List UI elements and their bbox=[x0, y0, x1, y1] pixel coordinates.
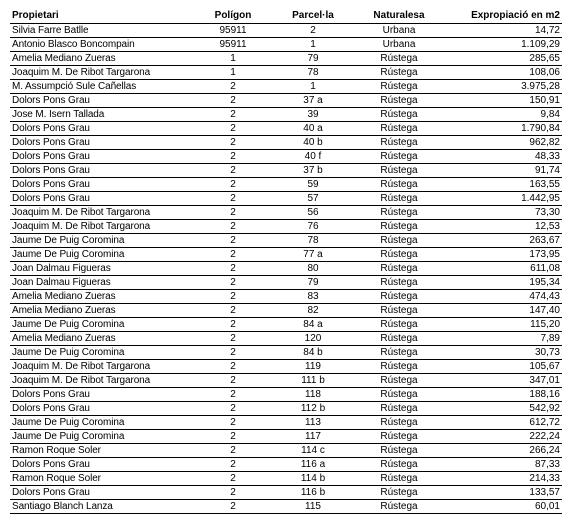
parcel-cell: 59 bbox=[270, 178, 356, 192]
parcel-cell: 82 bbox=[270, 304, 356, 318]
owner-cell: Amelia Mediano Zueras bbox=[10, 290, 196, 304]
polygon-cell: 2 bbox=[196, 500, 270, 514]
parcel-cell: 2 bbox=[270, 24, 356, 38]
owner-cell: Amelia Mediano Zueras bbox=[10, 332, 196, 346]
polygon-cell: 2 bbox=[196, 220, 270, 234]
nature-cell: Rústega bbox=[356, 360, 442, 374]
polygon-cell: 2 bbox=[196, 388, 270, 402]
expropriation-cell: 108,06 bbox=[442, 66, 562, 80]
polygon-cell: 2 bbox=[196, 430, 270, 444]
table-row bbox=[10, 24, 562, 38]
polygon-cell: 2 bbox=[196, 486, 270, 500]
nature-cell: Rústega bbox=[356, 416, 442, 430]
polygon-cell: 2 bbox=[196, 290, 270, 304]
expropriation-cell: 7,89 bbox=[442, 332, 562, 346]
table-row bbox=[10, 220, 562, 234]
expropriation-cell: 1.790,84 bbox=[442, 122, 562, 136]
expropriation-cell: 285,65 bbox=[442, 52, 562, 66]
expropriation-cell: 9,84 bbox=[442, 108, 562, 122]
header-polygon: Polígon bbox=[196, 7, 270, 24]
expropriation-cell: 173,95 bbox=[442, 248, 562, 262]
nature-cell: Rústega bbox=[356, 234, 442, 248]
expropriation-cell: 133,57 bbox=[442, 486, 562, 500]
owner-cell: Joaquim M. De Ribot Targarona bbox=[10, 374, 196, 388]
nature-cell: Rústega bbox=[356, 304, 442, 318]
expropriation-cell: 30,73 bbox=[442, 346, 562, 360]
polygon-cell: 2 bbox=[196, 150, 270, 164]
nature-cell: Rústega bbox=[356, 94, 442, 108]
table-row bbox=[10, 360, 562, 374]
nature-cell: Rústega bbox=[356, 262, 442, 276]
parcel-cell: 118 bbox=[270, 388, 356, 402]
parcel-cell: 77 a bbox=[270, 248, 356, 262]
polygon-cell: 2 bbox=[196, 164, 270, 178]
owner-cell: Dolors Pons Grau bbox=[10, 458, 196, 472]
polygon-cell: 2 bbox=[196, 402, 270, 416]
owner-cell: Jaume De Puig Coromina bbox=[10, 234, 196, 248]
parcel-cell: 120 bbox=[270, 332, 356, 346]
parcel-cell: 37 a bbox=[270, 94, 356, 108]
header-nature: Naturalesa bbox=[356, 7, 442, 24]
expropriation-cell: 1.109,29 bbox=[442, 38, 562, 52]
owner-cell: Dolors Pons Grau bbox=[10, 178, 196, 192]
nature-cell: Rústega bbox=[356, 136, 442, 150]
owner-cell: Dolors Pons Grau bbox=[10, 94, 196, 108]
owner-cell: Dolors Pons Grau bbox=[10, 388, 196, 402]
table-row bbox=[10, 52, 562, 66]
header-owner: Propietari bbox=[10, 7, 196, 24]
header-expropriation-m2: Expropiació en m2 bbox=[442, 7, 562, 24]
parcel-cell: 116 b bbox=[270, 486, 356, 500]
polygon-cell: 2 bbox=[196, 304, 270, 318]
owner-cell: Jaume De Puig Coromina bbox=[10, 318, 196, 332]
owner-cell: Joan Dalmau Figueras bbox=[10, 262, 196, 276]
polygon-cell: 2 bbox=[196, 262, 270, 276]
expropriation-cell: 195,34 bbox=[442, 276, 562, 290]
parcel-cell: 1 bbox=[270, 38, 356, 52]
owner-cell: Dolors Pons Grau bbox=[10, 192, 196, 206]
expropriation-cell: 222,24 bbox=[442, 430, 562, 444]
owner-cell: M. Assumpció Sule Cañellas bbox=[10, 80, 196, 94]
parcel-cell: 57 bbox=[270, 192, 356, 206]
nature-cell: Rústega bbox=[356, 122, 442, 136]
table-row bbox=[10, 318, 562, 332]
polygon-cell: 2 bbox=[196, 108, 270, 122]
expropriation-cell: 962,82 bbox=[442, 136, 562, 150]
nature-cell: Rústega bbox=[356, 220, 442, 234]
nature-cell: Rústega bbox=[356, 192, 442, 206]
polygon-cell: 2 bbox=[196, 374, 270, 388]
polygon-cell: 2 bbox=[196, 416, 270, 430]
nature-cell: Rústega bbox=[356, 108, 442, 122]
nature-cell: Rústega bbox=[356, 290, 442, 304]
polygon-cell: 1 bbox=[196, 66, 270, 80]
nature-cell: Rústega bbox=[356, 66, 442, 80]
expropriation-cell: 150,91 bbox=[442, 94, 562, 108]
table-row bbox=[10, 458, 562, 472]
polygon-cell: 2 bbox=[196, 444, 270, 458]
nature-cell: Rústega bbox=[356, 150, 442, 164]
parcel-cell: 119 bbox=[270, 360, 356, 374]
nature-cell: Rústega bbox=[356, 346, 442, 360]
polygon-cell: 2 bbox=[196, 248, 270, 262]
parcel-cell: 40 a bbox=[270, 122, 356, 136]
parcel-cell: 79 bbox=[270, 276, 356, 290]
owner-cell: Dolors Pons Grau bbox=[10, 402, 196, 416]
owner-cell: Joaquim M. De Ribot Targarona bbox=[10, 66, 196, 80]
owner-cell: Silvia Farre Batlle bbox=[10, 24, 196, 38]
owner-cell: Joaquim M. De Ribot Targarona bbox=[10, 360, 196, 374]
expropriation-table bbox=[10, 7, 562, 514]
polygon-cell: 2 bbox=[196, 318, 270, 332]
parcel-cell: 116 a bbox=[270, 458, 356, 472]
parcel-cell: 78 bbox=[270, 66, 356, 80]
table-row bbox=[10, 108, 562, 122]
parcel-cell: 115 bbox=[270, 500, 356, 514]
nature-cell: Rústega bbox=[356, 486, 442, 500]
parcel-cell: 111 b bbox=[270, 374, 356, 388]
parcel-cell: 40 b bbox=[270, 136, 356, 150]
owner-cell: Dolors Pons Grau bbox=[10, 150, 196, 164]
parcel-cell: 114 b bbox=[270, 472, 356, 486]
polygon-cell: 2 bbox=[196, 234, 270, 248]
polygon-cell: 2 bbox=[196, 360, 270, 374]
table-header-row bbox=[10, 7, 562, 24]
table-row bbox=[10, 150, 562, 164]
table-row bbox=[10, 248, 562, 262]
parcel-cell: 83 bbox=[270, 290, 356, 304]
table-row bbox=[10, 486, 562, 500]
polygon-cell: 2 bbox=[196, 192, 270, 206]
polygon-cell: 2 bbox=[196, 94, 270, 108]
nature-cell: Rústega bbox=[356, 472, 442, 486]
parcel-cell: 79 bbox=[270, 52, 356, 66]
expropriation-cell: 73,30 bbox=[442, 206, 562, 220]
owner-cell: Joan Dalmau Figueras bbox=[10, 276, 196, 290]
expropriation-cell: 612,72 bbox=[442, 416, 562, 430]
nature-cell: Rústega bbox=[356, 206, 442, 220]
expropriation-cell: 91,74 bbox=[442, 164, 562, 178]
polygon-cell: 2 bbox=[196, 206, 270, 220]
parcel-cell: 76 bbox=[270, 220, 356, 234]
table-row bbox=[10, 80, 562, 94]
nature-cell: Rústega bbox=[356, 402, 442, 416]
table-row bbox=[10, 122, 562, 136]
expropriation-cell: 266,24 bbox=[442, 444, 562, 458]
expropriation-cell: 14,72 bbox=[442, 24, 562, 38]
polygon-cell: 2 bbox=[196, 178, 270, 192]
expropriation-cell: 48,33 bbox=[442, 150, 562, 164]
expropriation-cell: 611,08 bbox=[442, 262, 562, 276]
expropriation-cell: 3.975,28 bbox=[442, 80, 562, 94]
expropriation-cell: 12,53 bbox=[442, 220, 562, 234]
polygon-cell: 2 bbox=[196, 346, 270, 360]
table-row bbox=[10, 346, 562, 360]
table-row bbox=[10, 290, 562, 304]
expropriation-cell: 147,40 bbox=[442, 304, 562, 318]
owner-cell: Ramon Roque Soler bbox=[10, 444, 196, 458]
owner-cell: Amelia Mediano Zueras bbox=[10, 304, 196, 318]
nature-cell: Rústega bbox=[356, 500, 442, 514]
parcel-cell: 1 bbox=[270, 80, 356, 94]
expropriation-cell: 87,33 bbox=[442, 458, 562, 472]
parcel-cell: 37 b bbox=[270, 164, 356, 178]
expropriation-cell: 105,67 bbox=[442, 360, 562, 374]
header-parcel: Parcel·la bbox=[270, 7, 356, 24]
nature-cell: Rústega bbox=[356, 80, 442, 94]
owner-cell: Jaume De Puig Coromina bbox=[10, 346, 196, 360]
owner-cell: Amelia Mediano Zueras bbox=[10, 52, 196, 66]
parcel-cell: 112 b bbox=[270, 402, 356, 416]
nature-cell: Rústega bbox=[356, 388, 442, 402]
table-row bbox=[10, 192, 562, 206]
parcel-cell: 56 bbox=[270, 206, 356, 220]
nature-cell: Rústega bbox=[356, 332, 442, 346]
nature-cell: Urbana bbox=[356, 38, 442, 52]
nature-cell: Rústega bbox=[356, 178, 442, 192]
parcel-cell: 114 c bbox=[270, 444, 356, 458]
polygon-cell: 2 bbox=[196, 136, 270, 150]
table-row bbox=[10, 136, 562, 150]
table-row bbox=[10, 94, 562, 108]
nature-cell: Rústega bbox=[356, 374, 442, 388]
table-row bbox=[10, 402, 562, 416]
nature-cell: Rústega bbox=[356, 164, 442, 178]
nature-cell: Rústega bbox=[356, 248, 442, 262]
table-row bbox=[10, 304, 562, 318]
owner-cell: Jaume De Puig Coromina bbox=[10, 430, 196, 444]
polygon-cell: 95911 bbox=[196, 24, 270, 38]
parcel-cell: 113 bbox=[270, 416, 356, 430]
table-row bbox=[10, 500, 562, 514]
expropriation-cell: 347,01 bbox=[442, 374, 562, 388]
owner-cell: Jaume De Puig Coromina bbox=[10, 248, 196, 262]
table-row bbox=[10, 234, 562, 248]
polygon-cell: 2 bbox=[196, 472, 270, 486]
parcel-cell: 39 bbox=[270, 108, 356, 122]
parcel-cell: 40 f bbox=[270, 150, 356, 164]
table-row bbox=[10, 66, 562, 80]
nature-cell: Rústega bbox=[356, 52, 442, 66]
nature-cell: Rústega bbox=[356, 430, 442, 444]
table-row bbox=[10, 388, 562, 402]
nature-cell: Rústega bbox=[356, 318, 442, 332]
owner-cell: Dolors Pons Grau bbox=[10, 136, 196, 150]
table-row bbox=[10, 416, 562, 430]
parcel-cell: 84 b bbox=[270, 346, 356, 360]
polygon-cell: 2 bbox=[196, 276, 270, 290]
owner-cell: Antonio Blasco Boncompain bbox=[10, 38, 196, 52]
expropriation-cell: 1.442,95 bbox=[442, 192, 562, 206]
table-row bbox=[10, 332, 562, 346]
owner-cell: Dolors Pons Grau bbox=[10, 164, 196, 178]
expropriation-cell: 60,01 bbox=[442, 500, 562, 514]
owner-cell: Ramon Roque Soler bbox=[10, 472, 196, 486]
parcel-cell: 78 bbox=[270, 234, 356, 248]
polygon-cell: 2 bbox=[196, 122, 270, 136]
expropriation-cell: 214,33 bbox=[442, 472, 562, 486]
expropriation-table-sheet bbox=[10, 7, 562, 514]
table-row bbox=[10, 374, 562, 388]
table-row bbox=[10, 276, 562, 290]
parcel-cell: 117 bbox=[270, 430, 356, 444]
owner-cell: Jaume De Puig Coromina bbox=[10, 416, 196, 430]
owner-cell: Dolors Pons Grau bbox=[10, 122, 196, 136]
table-row bbox=[10, 164, 562, 178]
polygon-cell: 2 bbox=[196, 80, 270, 94]
owner-cell: Santiago Blanch Lanza bbox=[10, 500, 196, 514]
table-row bbox=[10, 444, 562, 458]
expropriation-cell: 188,16 bbox=[442, 388, 562, 402]
table-row bbox=[10, 472, 562, 486]
polygon-cell: 95911 bbox=[196, 38, 270, 52]
owner-cell: Dolors Pons Grau bbox=[10, 486, 196, 500]
nature-cell: Urbana bbox=[356, 24, 442, 38]
table-row bbox=[10, 178, 562, 192]
nature-cell: Rústega bbox=[356, 458, 442, 472]
parcel-cell: 84 a bbox=[270, 318, 356, 332]
parcel-cell: 80 bbox=[270, 262, 356, 276]
nature-cell: Rústega bbox=[356, 444, 442, 458]
expropriation-cell: 542,92 bbox=[442, 402, 562, 416]
polygon-cell: 2 bbox=[196, 332, 270, 346]
table-row bbox=[10, 206, 562, 220]
owner-cell: Jose M. Isern Tallada bbox=[10, 108, 196, 122]
nature-cell: Rústega bbox=[356, 276, 442, 290]
expropriation-cell: 163,55 bbox=[442, 178, 562, 192]
table-row bbox=[10, 430, 562, 444]
table-row bbox=[10, 38, 562, 52]
polygon-cell: 1 bbox=[196, 52, 270, 66]
expropriation-cell: 474,43 bbox=[442, 290, 562, 304]
expropriation-cell: 115,20 bbox=[442, 318, 562, 332]
owner-cell: Joaquim M. De Ribot Targarona bbox=[10, 220, 196, 234]
owner-cell: Joaquim M. De Ribot Targarona bbox=[10, 206, 196, 220]
polygon-cell: 2 bbox=[196, 458, 270, 472]
expropriation-cell: 263,67 bbox=[442, 234, 562, 248]
table-row bbox=[10, 262, 562, 276]
